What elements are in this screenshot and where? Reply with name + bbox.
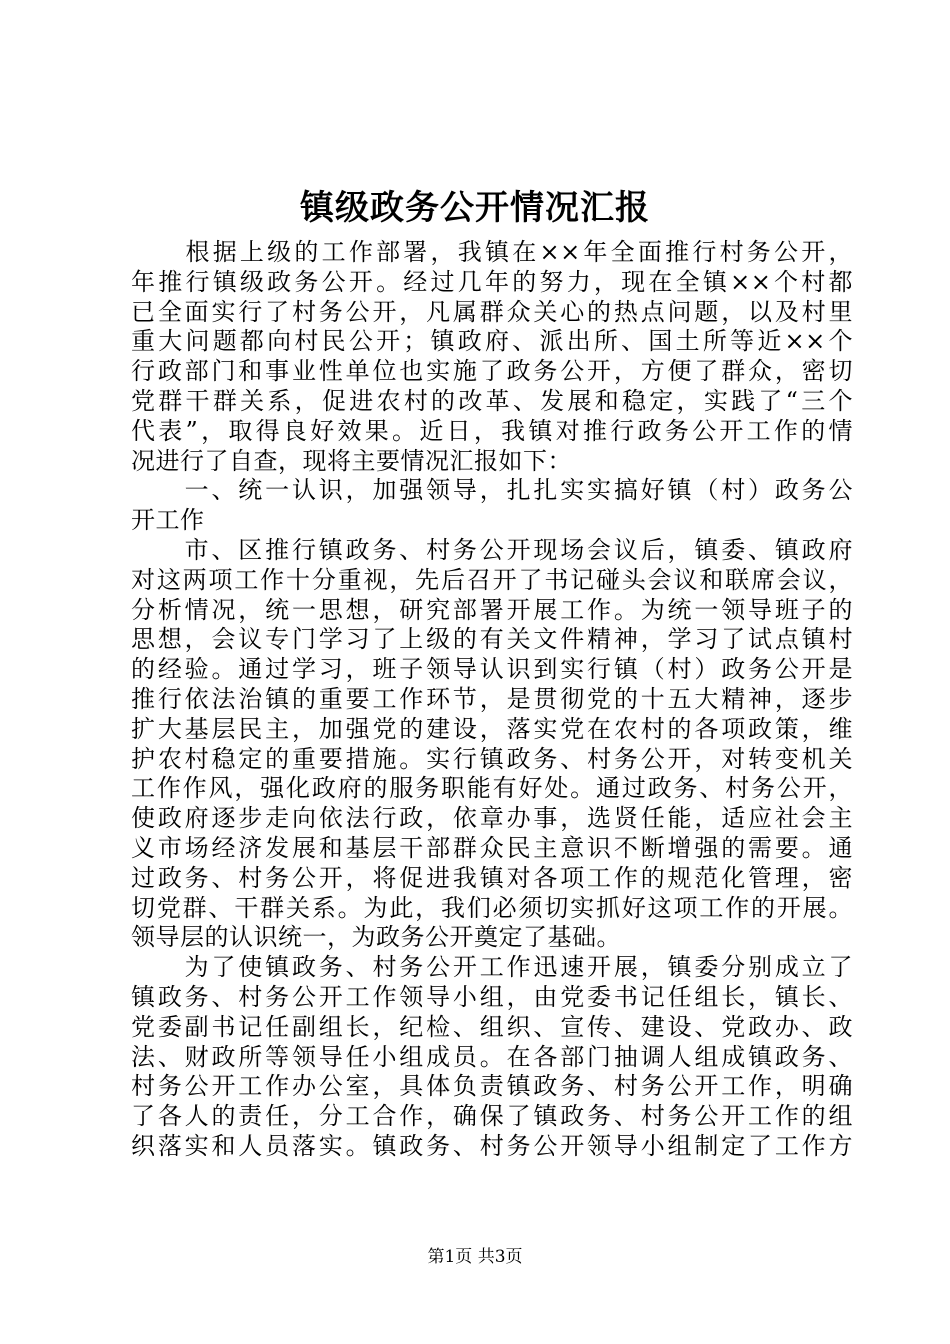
body-line: 村务公开工作办公室，具体负责镇政务、村务公开工作，明确 bbox=[131, 1072, 853, 1101]
body-line: 根据上级的工作部署，我镇在××年全面推行村务公开， bbox=[131, 238, 853, 266]
body-line: 开工作 bbox=[131, 506, 205, 535]
body-line: 义市场经济发展和基层干部群众民主意识不断增强的需要。通 bbox=[131, 833, 853, 862]
body-line: 过政务、村务公开，将促进我镇对各项工作的规范化管理，密 bbox=[131, 863, 853, 892]
body-line: 已全面实行了村务公开，凡属群众关心的热点问题，以及村里 bbox=[131, 297, 853, 326]
body-line: 党委副书记任副组长，纪检、组织、宣传、建设、党政办、政 bbox=[131, 1012, 853, 1041]
body-line: 法、财政所等领导任小组成员。在各部门抽调人组成镇政务、 bbox=[131, 1042, 853, 1071]
body-line: 了各人的责任，分工合作，确保了镇政务、村务公开工作的组 bbox=[131, 1102, 853, 1131]
body-line: 市、区推行镇政务、村务公开现场会议后，镇委、镇政府 bbox=[131, 535, 853, 564]
body-line: 工作作风，强化政府的服务职能有好处。通过政务、村务公开， bbox=[131, 774, 853, 803]
body-line: 代表”，取得良好效果。近日，我镇对推行政务公开工作的情 bbox=[131, 416, 853, 445]
body-line: 思想，会议专门学习了上级的有关文件精神，学习了试点镇村 bbox=[131, 625, 853, 654]
body-line: 重大问题都向村民公开；镇政府、派出所、国土所等近××个 bbox=[131, 327, 853, 356]
document-title: 镇级政务公开情况汇报 bbox=[300, 188, 650, 228]
body-line: 分析情况，统一思想，研究部署开展工作。为统一领导班子的 bbox=[131, 595, 853, 624]
document-body bbox=[131, 238, 853, 1162]
body-line: 推行依法治镇的重要工作环节，是贯彻党的十五大精神，逐步 bbox=[131, 684, 853, 713]
body-line: 使政府逐步走向依法行政，依章办事，选贤任能，适应社会主 bbox=[131, 804, 853, 833]
page-footer: 第1页 共3页 bbox=[427, 1247, 523, 1267]
body-line: 护农村稳定的重要措施。实行镇政务、村务公开，对转变机关 bbox=[131, 744, 853, 773]
body-line: 扩大基层民主，加强党的建设，落实党在农村的各项政策，维 bbox=[131, 714, 853, 743]
body-line: 党群干群关系，促进农村的改革、发展和稳定，实践了“三个 bbox=[131, 386, 853, 415]
body-line: 况进行了自查，现将主要情况汇报如下： bbox=[131, 446, 572, 475]
body-line: 为了使镇政务、村务公开工作迅速开展，镇委分别成立了 bbox=[131, 953, 853, 982]
body-line: 一、统一认识，加强领导，扎扎实实搞好镇（村）政务公 bbox=[131, 476, 853, 505]
body-line: 领导层的认识统一，为政务公开奠定了基础。 bbox=[131, 923, 621, 952]
body-line: 切党群、干群关系。为此，我们必须切实抓好这项工作的开展。 bbox=[131, 893, 853, 922]
body-line: 织落实和人员落实。镇政务、村务公开领导小组制定了工作方 bbox=[131, 1131, 853, 1160]
body-line: 年推行镇级政务公开。经过几年的努力，现在全镇××个村都 bbox=[131, 267, 853, 296]
body-line: 镇政务、村务公开工作领导小组，由党委书记任组长，镇长、 bbox=[131, 982, 853, 1011]
body-line: 行政部门和事业性单位也实施了政务公开，方便了群众，密切 bbox=[131, 357, 853, 386]
body-line: 的经验。通过学习，班子领导认识到实行镇（村）政务公开是 bbox=[131, 655, 853, 684]
body-line: 对这两项工作十分重视，先后召开了书记碰头会议和联席会议， bbox=[131, 565, 853, 594]
